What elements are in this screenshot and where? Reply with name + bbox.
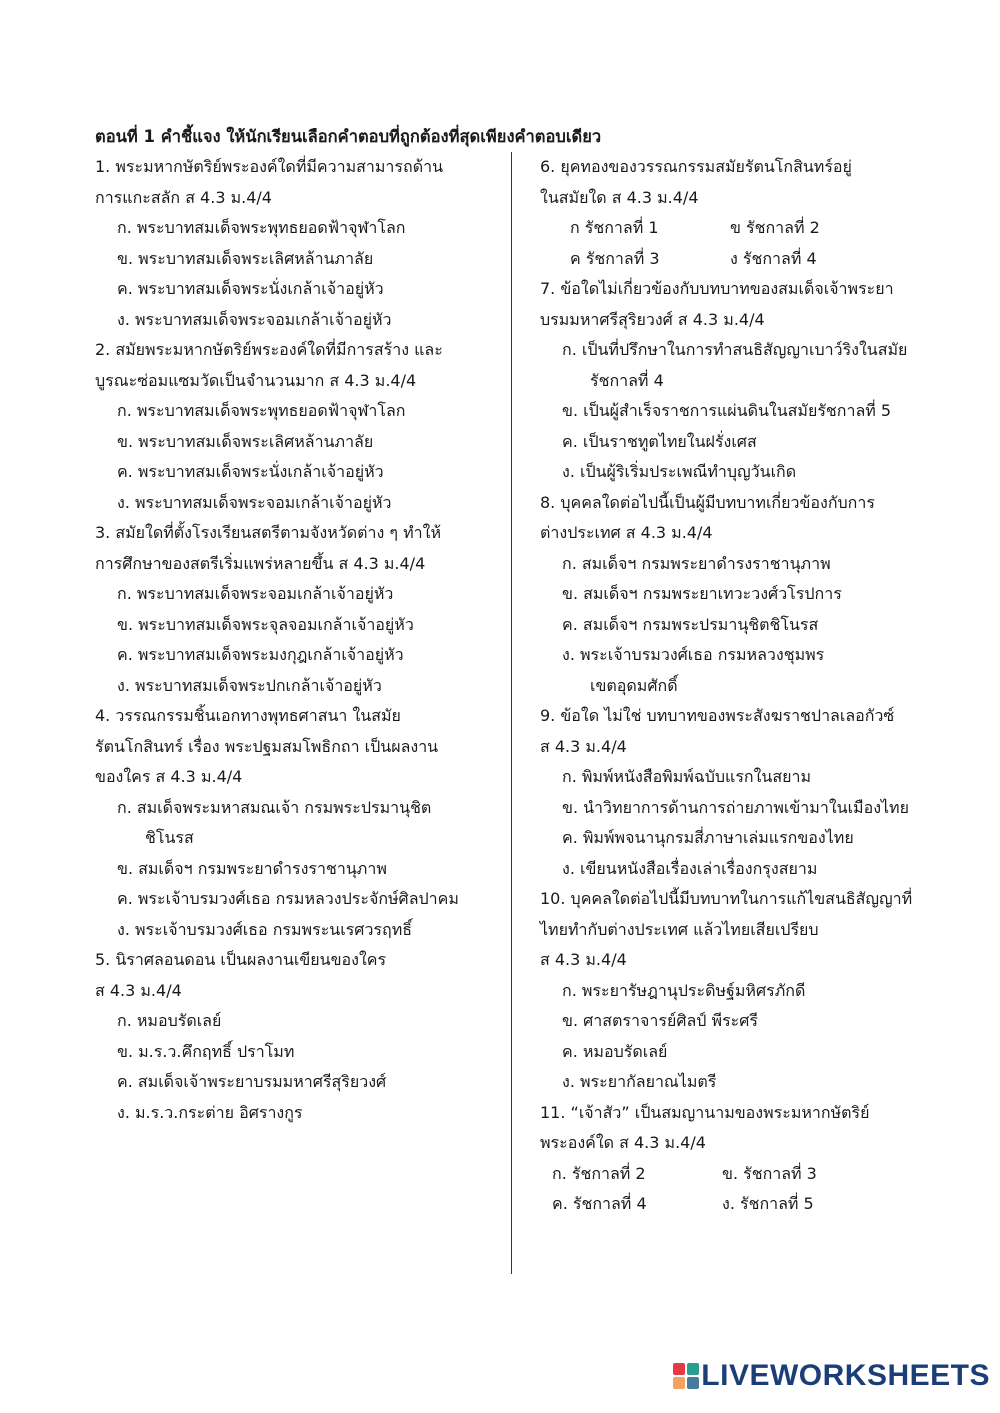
option-text: ข รัชกาลที่ 2 [730,218,820,237]
column-divider [511,152,512,1274]
option-text: ง. พระบาทสมเด็จพระจอมเกล้าเจ้าอยู่หัว [117,492,392,512]
right-column [540,152,940,1220]
logo-square [687,1377,699,1389]
question-text: บรมมหาศรีสุริยวงศ์ ส 4.3 ม.4/4 [540,309,765,329]
question-text: ส 4.3 ม.4/4 [95,980,182,1000]
option-text: ก รัชกาลที่ 1 [570,218,659,237]
logo-square [687,1363,699,1375]
option-text: ก. เป็นที่ปรึกษาในการทำสนธิสัญญาเบาว์ริงในสมัย [562,340,908,359]
option-text: ก. รัชกาลที่ 2 [552,1163,646,1183]
option-text: รัชกาลที่ 4 [590,370,664,390]
option-text: ก. สมเด็จพระมหาสมณเจ้า กรมพระปรมานุชิต [117,797,432,817]
option-text: ข. เป็นผู้สำเร็จราชการแผ่นดินในสมัยรัชกาลที่ 5 [562,401,892,420]
option-text: ง. พระบาทสมเด็จพระจอมเกล้าเจ้าอยู่หัว [117,309,392,329]
option-text: ง. เป็นผู้ริเริ่มประเพณีทำบุญวันเกิด [562,462,797,481]
option-text: ง. พระเจ้าบรมวงศ์เธอ กรมพระนเรศวรฤทธิ์ [117,919,413,939]
option-text: ง. เขียนหนังสือเรื่องเล่าเรื่องกรุงสยาม [562,858,818,878]
question-text: 5. นิราศลอนดอน เป็นผลงานเขียนของใคร [95,950,387,969]
option-pair [540,244,940,275]
option-text: ข. สมเด็จฯ กรมพระยาดำรงราชานุภาพ [117,858,387,878]
left-column [95,152,500,1128]
option-text: ก. พระบาทสมเด็จพระพุทธยอดฟ้าจุฬาโลก [117,218,406,237]
option-text: ก. พระบาทสมเด็จพระพุทธยอดฟ้าจุฬาโลก [117,401,406,420]
option-text: ค. พระบาทสมเด็จพระมงกุฎเกล้าเจ้าอยู่หัว [117,645,404,664]
question-text: ไทยทำกับต่างประเทศ แล้วไทยเสียเปรียบ [540,919,819,939]
option-text: เขตอุดมศักดิ์ [590,675,678,695]
option-text: ก. พระยารัษฎานุประดิษฐ์มหิศรภักดี [562,980,806,1000]
question-text: ส 4.3 ม.4/4 [540,736,627,756]
option-text: ข. พระบาทสมเด็จพระเลิศหล้านภาลัย [117,431,374,451]
option-text: ค. พระบาทสมเด็จพระนั่งเกล้าเจ้าอยู่หัว [117,462,384,481]
option-text: ข. ม.ร.ว.คึกฤทธิ์ ปราโมท [117,1041,295,1061]
option-text: ข. รัชกาลที่ 3 [722,1163,817,1183]
option-pair [540,1189,940,1220]
option-text: ค. สมเด็จเจ้าพระยาบรมมหาศรีสุริยวงศ์ [117,1072,387,1091]
option-text: ค. หมอบรัดเลย์ [562,1041,668,1061]
option-text: ข. สมเด็จฯ กรมพระยาเทวะวงศ์วโรปการ [562,584,842,603]
question-text: 6. ยุคทองของวรรณกรรมสมัยรัตนโกสินทร์อยู่ [540,157,852,176]
question-text: การแกะสลัก ส 4.3 ม.4/4 [95,187,272,207]
question-text: 1. พระมหากษัตริย์พระองค์ใดที่มีความสามารถด้าน [95,157,444,176]
option-text: ค. พิมพ์พจนานุกรมสี่ภาษาเล่มแรกของไทย [562,828,854,847]
option-pair [540,1159,940,1190]
option-text: ก. พระบาทสมเด็จพระจอมเกล้าเจ้าอยู่หัว [117,584,394,603]
option-text: ก. พิมพ์หนังสือพิมพ์ฉบับแรกในสยาม [562,767,812,786]
logo-icon [673,1363,699,1389]
option-text: ข. พระบาทสมเด็จพระเลิศหล้านภาลัย [117,248,374,268]
question-text: บูรณะซ่อมแซมวัดเป็นจำนวนมาก ส 4.3 ม.4/4 [95,370,417,390]
option-text: ง. พระเจ้าบรมวงศ์เธอ กรมหลวงชุมพร [562,645,825,664]
option-text: ง รัชกาลที่ 4 [730,248,817,268]
question-text: 8. บุคคลใดต่อไปนี้เป็นผู้มีบทบาทเกี่ยวข้องกับการ [540,492,875,512]
option-pair [540,213,940,244]
question-text: 3. สมัยใดที่ตั้งโรงเรียนสตรีตามจังหวัดต่าง ๆ ทำให้ [95,523,441,542]
question-text: 11. “เจ้าสัว” เป็นสมญานามของพระมหากษัตริย์ [540,1102,870,1122]
option-text: ก. สมเด็จฯ กรมพระยาดำรงราชานุภาพ [562,553,831,573]
option-text: ค. สมเด็จฯ กรมพระปรมานุชิตชิโนรส [562,614,819,634]
option-text: ค. พระเจ้าบรมวงศ์เธอ กรมหลวงประจักษ์ศิลปาคม [117,889,459,908]
question-text: 9. ข้อใด ไม่ใช่ บทบาทของพระสังฆราชปาลเลอกัวซ์ [540,706,895,725]
option-text: ง. พระยากัลยาณไมตรี [562,1072,717,1091]
option-text: ชิโนรส [145,828,194,847]
option-text: ค. พระบาทสมเด็จพระนั่งเกล้าเจ้าอยู่หัว [117,279,384,298]
question-text: 2. สมัยพระมหากษัตริย์พระองค์ใดที่มีการสร้าง และ [95,340,443,359]
section-header: ตอนที่ 1 คำชี้แจง ให้นักเรียนเลือกคำตอบที่ถูกต้องที่สุดเพียงคำตอบเดียว [95,127,602,146]
option-text: ค. เป็นราชทูตไทยในฝรั่งเศส [562,431,757,451]
question-text: ต่างประเทศ ส 4.3 ม.4/4 [540,523,713,542]
question-text: การศึกษาของสตรีเริ่มแพร่หลายขึ้น ส 4.3 ม.4/4 [95,553,426,573]
option-text: ง. พระบาทสมเด็จพระปกเกล้าเจ้าอยู่หัว [117,675,382,695]
option-text: ก. หมอบรัดเลย์ [117,1011,222,1030]
liveworksheets-logo [673,1359,990,1393]
option-text: ง. ม.ร.ว.กระต่าย อิศรางกูร [117,1102,303,1122]
question-text: ของใคร ส 4.3 ม.4/4 [95,767,243,786]
logo-square [673,1377,685,1389]
option-text: ข. ศาสตราจารย์ศิลป์ พีระศรี [562,1011,758,1030]
option-text: ข. พระบาทสมเด็จพระจุลจอมเกล้าเจ้าอยู่หัว [117,614,414,634]
option-text: ง. รัชกาลที่ 5 [722,1194,814,1213]
question-text: 4. วรรณกรรมชิ้นเอกทางพุทธศาสนา ในสมัย [95,706,401,725]
question-text: ในสมัยใด ส 4.3 ม.4/4 [540,187,699,207]
question-text: 10. บุคคลใดต่อไปนี้มีบทบาทในการแก้ไขสนธิสัญญาที่ [540,889,913,908]
option-text: ค รัชกาลที่ 3 [570,248,660,268]
question-text: ส 4.3 ม.4/4 [540,950,627,969]
logo-square [673,1363,685,1375]
option-text: ค. รัชกาลที่ 4 [552,1194,647,1213]
question-text: รัตนโกสินทร์ เรื่อง พระปฐมสมโพธิกถา เป็นผลงาน [95,736,439,756]
option-text: ข. นำวิทยาการด้านการถ่ายภาพเข้ามาในเมืองไทย [562,797,909,817]
question-text: พระองค์ใด ส 4.3 ม.4/4 [540,1133,706,1152]
logo-text: LIVEWORKSHEETS [701,1359,990,1392]
question-text: 7. ข้อใดไม่เกี่ยวข้องกับบทบาทของสมเด็จเจ้าพระยา [540,279,894,298]
